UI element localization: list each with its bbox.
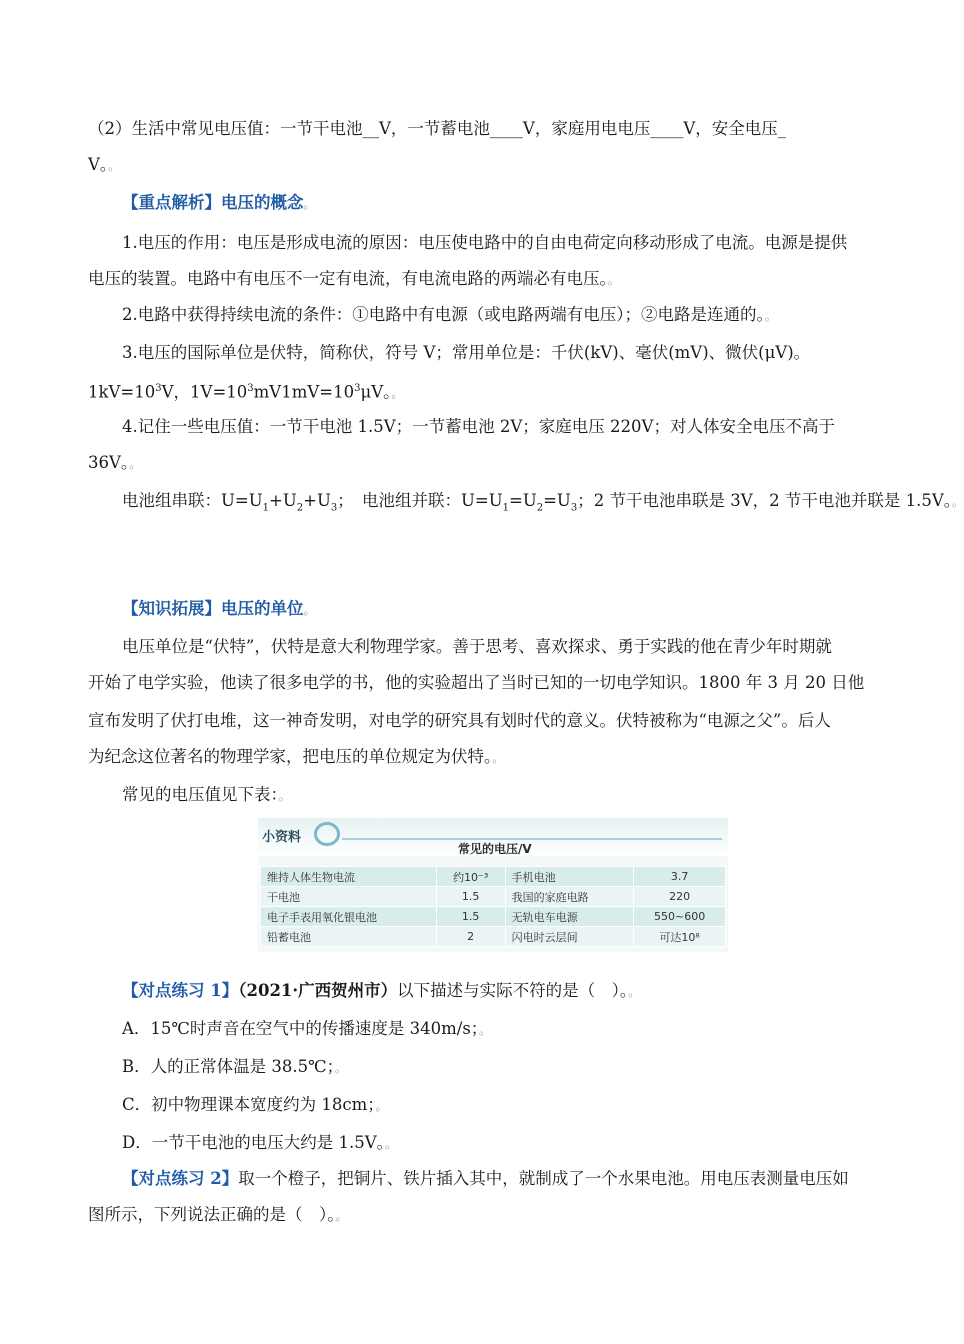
figure-title: 常见的电压/V (458, 842, 532, 856)
line-common-voltage-end: V。。 (88, 155, 121, 174)
book-logo-icon (314, 822, 340, 846)
para-current-condition: 2.电路中获得持续电流的条件：①电路中有电源（或电路两端有电压）；②电路是连通的。。 (122, 305, 777, 324)
figure-label: 小资料 (262, 830, 302, 845)
para-table-intro: 常见的电压值见下表：。 (122, 785, 291, 804)
line-common-voltage-blanks: （2）生活中常见电压值：一节干电池__V，一节蓄电池____V，家庭用电电压____V，安全电压_ (88, 119, 786, 138)
common-voltage-figure (258, 818, 728, 952)
table-row: 干电池 1.5 我国的家庭电路 220 (261, 887, 726, 907)
table-row: 维持人体生物电流 约10⁻³ 手机电池 3.7 (261, 867, 726, 887)
voltage-table (260, 866, 726, 947)
para-volta-3: 宣布发明了伏打电堆，这一神奇发明，对电学的研究具有划时代的意义。伏特被称为“电源之父”。后人 (88, 711, 831, 730)
para-volta-1: 电压单位是“伏特”，伏特是意大利物理学家。善于思考、喜欢探求、勇于实践的他在青少年时期就 (122, 637, 832, 656)
exercise-1-option-b: B．人的正常体温是 38.5℃；。 (122, 1057, 347, 1076)
para-voltage-role-1: 1.电压的作用：电压是形成电流的原因：电压使电路中的自由电荷定向移动形成了电流。电源是提供 (122, 233, 848, 252)
exercise-2-question: 【对点练习 2】取一个橙子，把铜片、铁片插入其中，就制成了一个水果电池。用电压表测量电压如 (122, 1169, 849, 1188)
exercise-1-option-a: A．15℃时声音在空气中的传播速度是 340m/s；。 (122, 1019, 492, 1038)
heading-key-analysis: 【重点解析】电压的概念。 (122, 193, 316, 212)
para-voltage-values-2: 36V。。 (88, 453, 142, 472)
para-volta-4: 为纪念这位著名的物理学家，把电压的单位规定为伏特。。 (88, 747, 505, 766)
para-voltage-role-2: 电压的装置。电路中有电压不一定有电流，有电流电路的两端必有电压。。 (88, 269, 620, 288)
table-row: 电子手表用氧化银电池 1.5 无轨电车电源 550~600 (261, 907, 726, 927)
para-voltage-unit: 3.电压的国际单位是伏特，简称伏，符号 V；常用单位是：千伏(kV)、毫伏(mV)、微伏(μV)。 (122, 343, 811, 362)
para-voltage-values-1: 4.记住一些电压值：一节干电池 1.5V；一节蓄电池 2V；家庭电压 220V；对人体安全电压不高于 (122, 417, 835, 436)
para-unit-conversion: $1kV=10^3V$，$1V=10^3mV1mV=10^3\mu V$。。 (88, 382, 404, 402)
exercise-1-option-c: C．初中物理课本宽度约为 18cm；。 (122, 1095, 388, 1114)
para-battery-series-parallel: 电池组串联：$U=U_1+U_2+U_3$； 电池组并联：$U=U_1=U_2=U_3$；2 节干电池串联是 3V，2 节干电池并联是 1.5V。。 (122, 491, 964, 514)
exercise-2-question-end: 图所示，下列说法正确的是（ ）。。 (88, 1205, 348, 1224)
exercise-1-question: 【对点练习 1】（2021·广西贺州市）以下描述与实际不符的是（ ）。。 (122, 981, 641, 1000)
table-row: 铅蓄电池 2 闪电时云层间 可达10⁸ (261, 927, 726, 947)
figure-divider (342, 838, 722, 840)
heading-knowledge-extension: 【知识拓展】电压的单位。 (122, 599, 316, 618)
exercise-1-option-d: D．一节干电池的电压大约是 1.5V。。 (122, 1133, 397, 1152)
para-volta-2: 开始了电学实验，他读了很多电学的书，他的实验超出了当时已知的一切电学知识。1800 年 3 月 20 日他 (88, 673, 865, 692)
